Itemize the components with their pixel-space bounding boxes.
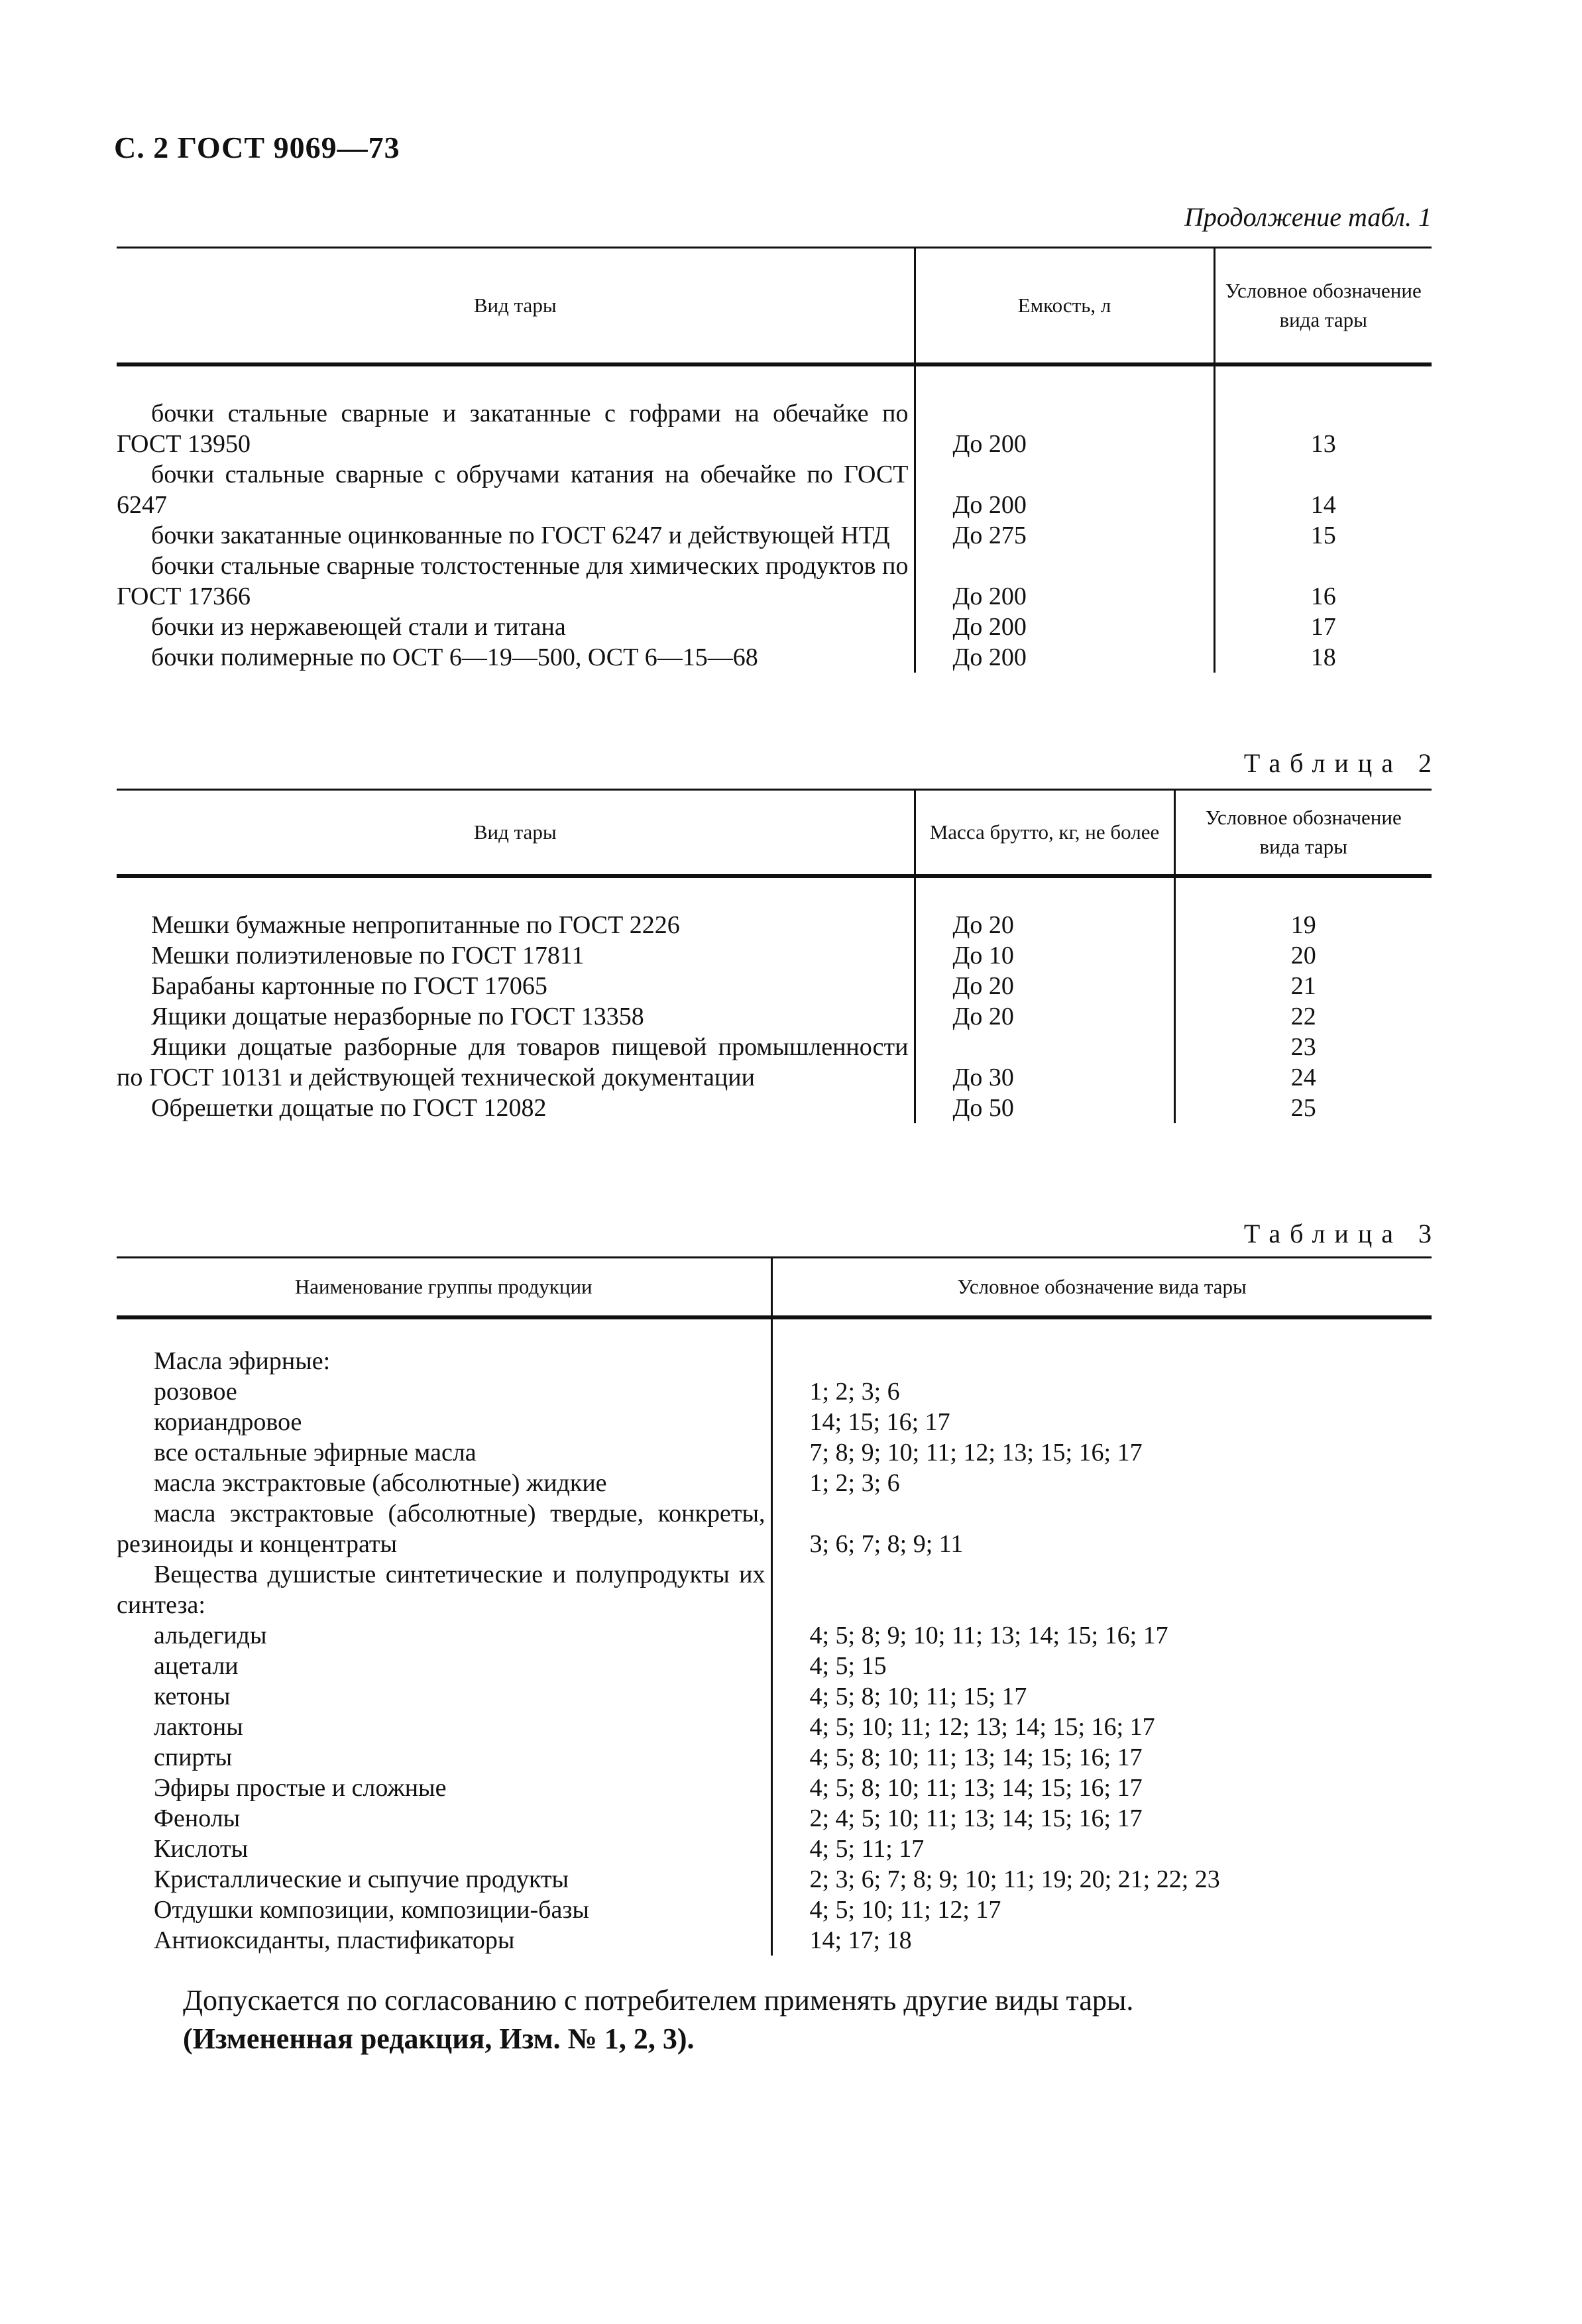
code-cell: 20 (1174, 940, 1432, 971)
page-header: С. 2 ГОСТ 9069—73 (114, 131, 400, 164)
product-group-cell: Масла эфирные: (154, 1347, 331, 1375)
codes-cell: 4; 5; 8; 9; 10; 11; 13; 14; 15; 16; 17 (771, 1620, 1432, 1651)
table1-header-row (117, 248, 1432, 364)
capacity-cell: До 200 (915, 642, 1214, 673)
table-row (117, 1895, 1432, 1925)
codes-cell: 1; 2; 3; 6 (771, 1376, 1432, 1407)
code-cell: 17 (1214, 612, 1432, 642)
container-type-cell: Ящики дощатые неразборные по ГОСТ 13358 (151, 1002, 644, 1030)
product-group-cell: розовое (154, 1377, 237, 1406)
table-row (117, 910, 1432, 940)
container-type-cell: бочки полимерные по ОСТ 6—19—500, ОСТ 6—15—68 (151, 643, 758, 671)
table-row (117, 1742, 1432, 1773)
table-row (117, 1834, 1432, 1864)
footer-permission-text: Допускается по согласованию с потребителем применять другие виды тары. (183, 1984, 1134, 2017)
table2-col-header: Масса брутто, кг, не более (915, 790, 1174, 876)
table2-header-row (117, 790, 1432, 876)
table-row (117, 1437, 1432, 1468)
container-type-cell: бочки закатанные оцинкованные по ГОСТ 6247 и действующей НТД (151, 521, 890, 549)
code-cell: 15 (1214, 520, 1432, 551)
table-row (117, 940, 1432, 971)
product-group-cell: Фенолы (154, 1804, 241, 1832)
code-cell: 22 (1174, 1001, 1432, 1032)
code-cell: 23 24 (1174, 1032, 1432, 1093)
table2-col-header: Вид тары (473, 820, 557, 844)
codes-cell: 14; 15; 16; 17 (771, 1407, 1432, 1437)
container-type-cell: бочки стальные сварные с обручами катания на обечайке по ГОСТ 6247 (117, 460, 909, 519)
table-row (117, 642, 1432, 673)
code-cell: 13 (1214, 398, 1432, 459)
table1-col-header: Емкость, л (915, 248, 1214, 364)
product-group-cell: масла экстрактовые (абсолютные) жидкие (154, 1468, 607, 1497)
table3-header-row (117, 1258, 1432, 1317)
table-row (117, 1376, 1432, 1407)
codes-cell: 4; 5; 8; 10; 11; 13; 14; 15; 16; 17 (771, 1742, 1432, 1773)
table-row (117, 459, 1432, 520)
table-row (117, 1001, 1432, 1032)
product-group-cell: масла экстрактовые (абсолютные) твердые, конкреты, резиноиды и концентраты (117, 1499, 765, 1558)
container-type-cell: Мешки бумажные непропитанные по ГОСТ 2226 (151, 911, 680, 939)
product-group-cell: Антиоксиданты, пластификаторы (154, 1926, 515, 1954)
code-cell: 16 (1214, 551, 1432, 612)
table-row (117, 1803, 1432, 1834)
capacity-cell: До 200 (915, 459, 1214, 520)
code-cell: 14 (1214, 459, 1432, 520)
table1-col-header: Условное обозначение вида тары (1214, 248, 1432, 364)
footer-note (183, 1981, 1442, 2058)
codes-cell: 1; 2; 3; 6 (771, 1468, 1432, 1498)
capacity-cell: До 275 (915, 520, 1214, 551)
table-row (117, 1620, 1432, 1651)
container-type-cell: Ящики дощатые разборные для товаров пищевой промышленности по ГОСТ 10131 и действующей технической документации (117, 1032, 909, 1091)
product-group-cell: Кристаллические и сыпучие продукты (154, 1865, 569, 1893)
code-cell: 21 (1174, 971, 1432, 1001)
codes-cell: 4; 5; 15 (771, 1651, 1432, 1681)
product-group-cell: спирты (154, 1743, 233, 1771)
capacity-cell: До 200 (915, 551, 1214, 612)
table-row (117, 551, 1432, 612)
table-row (117, 1093, 1432, 1123)
table-row (117, 1864, 1432, 1895)
product-group-cell: альдегиды (154, 1621, 267, 1649)
product-group-cell: Отдушки композиции, композиции-базы (154, 1895, 589, 1924)
mass-cell: До 30 (915, 1032, 1174, 1093)
container-type-cell: Барабаны картонные по ГОСТ 17065 (151, 971, 547, 1000)
table-row (117, 1032, 1432, 1093)
code-cell: 25 (1174, 1093, 1432, 1123)
codes-cell: 7; 8; 9; 10; 11; 12; 13; 15; 16; 17 (771, 1437, 1432, 1468)
table3-col-header: Наименование группы продукции (294, 1274, 593, 1298)
mass-cell: До 50 (915, 1093, 1174, 1123)
codes-cell (771, 1346, 1432, 1376)
product-group-cell: все остальные эфирные масла (154, 1438, 477, 1466)
product-group-cell: кориандровое (154, 1408, 302, 1436)
table2-col-header: Условное обозначение вида тары (1174, 790, 1432, 876)
codes-cell (771, 1559, 1432, 1620)
table3 (117, 1256, 1432, 1956)
codes-cell: 2; 4; 5; 10; 11; 13; 14; 15; 16; 17 (771, 1803, 1432, 1834)
table-row (117, 1925, 1432, 1956)
product-group-cell: ацетали (154, 1651, 239, 1680)
product-group-cell: кетоны (154, 1682, 231, 1710)
codes-cell: 3; 6; 7; 8; 9; 11 (771, 1498, 1432, 1559)
table-row (117, 1559, 1432, 1620)
container-type-cell: Обрешетки дощатые по ГОСТ 12082 (151, 1093, 547, 1122)
table-row (117, 1712, 1432, 1742)
container-type-cell: Мешки полиэтиленовые по ГОСТ 17811 (151, 941, 585, 969)
container-type-cell: бочки стальные сварные толстостенные для химических продуктов по ГОСТ 17366 (117, 551, 909, 610)
capacity-cell: До 200 (915, 398, 1214, 459)
codes-cell: 14; 17; 18 (771, 1925, 1432, 1956)
codes-cell: 4; 5; 8; 10; 11; 13; 14; 15; 16; 17 (771, 1773, 1432, 1803)
table2-caption: Таблица 2 (1243, 748, 1441, 778)
table-row (117, 398, 1432, 459)
table1 (117, 247, 1432, 673)
container-type-cell: бочки из нержавеющей стали и титана (151, 612, 566, 641)
mass-cell: До 20 (915, 1001, 1174, 1032)
codes-cell: 4; 5; 10; 11; 12; 13; 14; 15; 16; 17 (771, 1712, 1432, 1742)
product-group-cell: Кислоты (154, 1834, 249, 1863)
table3-caption: Таблица 3 (1243, 1219, 1441, 1248)
codes-cell: 4; 5; 11; 17 (771, 1834, 1432, 1864)
mass-cell: До 20 (915, 971, 1174, 1001)
capacity-cell: До 200 (915, 612, 1214, 642)
table-row (117, 1468, 1432, 1498)
table-row (117, 1681, 1432, 1712)
footer-amendment-text: (Измененная редакция, Изм. № 1, 2, 3). (183, 2022, 695, 2055)
table-row (117, 612, 1432, 642)
table1-caption: Продолжение табл. 1 (1184, 202, 1432, 232)
table-row (117, 1773, 1432, 1803)
mass-cell: До 10 (915, 940, 1174, 971)
container-type-cell: бочки стальные сварные и закатанные с гофрами на обечайке по ГОСТ 13950 (117, 399, 909, 458)
table-row (117, 1651, 1432, 1681)
table-row (117, 971, 1432, 1001)
table-row (117, 1346, 1432, 1376)
codes-cell: 4; 5; 10; 11; 12; 17 (771, 1895, 1432, 1925)
codes-cell: 2; 3; 6; 7; 8; 9; 10; 11; 19; 20; 21; 22; 23 (771, 1864, 1432, 1895)
code-cell: 19 (1174, 910, 1432, 940)
table1-col-header: Вид тары (473, 293, 557, 317)
table-row (117, 520, 1432, 551)
table-row (117, 1498, 1432, 1559)
code-cell: 18 (1214, 642, 1432, 673)
table3-col-header: Условное обозначение вида тары (771, 1258, 1432, 1317)
product-group-cell: Эфиры простые и сложные (154, 1773, 447, 1802)
product-group-cell: лактоны (154, 1712, 243, 1741)
table2 (117, 789, 1432, 1123)
mass-cell: До 20 (915, 910, 1174, 940)
product-group-cell: Вещества душистые синтетические и полупродукты их синтеза: (117, 1560, 765, 1619)
table-row (117, 1407, 1432, 1437)
codes-cell: 4; 5; 8; 10; 11; 15; 17 (771, 1681, 1432, 1712)
